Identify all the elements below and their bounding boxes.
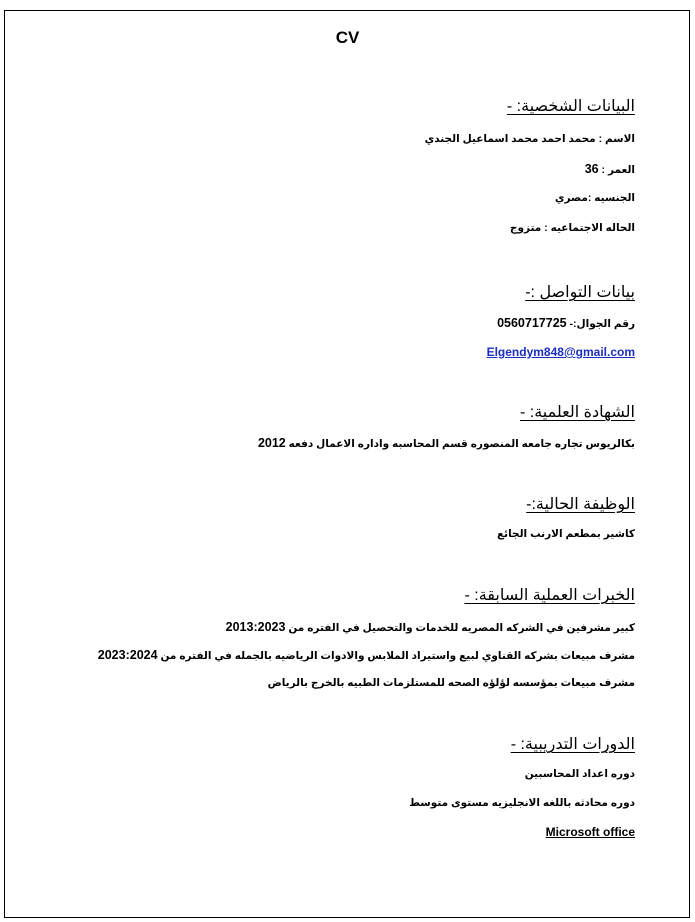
age-label: العمر : [601, 164, 635, 176]
personal-name: الاسم : محمد احمد محمد اسماعيل الجندي [424, 133, 635, 145]
experience-item [268, 677, 635, 689]
age-value: 36 [584, 162, 599, 176]
personal-age [585, 162, 635, 176]
current-job-text: كاشير بمطعم الارنب الجائع [496, 528, 635, 540]
contact-heading: بيانات التواصل :- [525, 284, 635, 301]
phone-value: 0560717725 [497, 316, 567, 330]
contact-email-link[interactable]: Elgendym848@gmail.com [486, 345, 635, 359]
personal-heading: البيانات الشخصية: - [506, 98, 635, 115]
contact-phone [497, 316, 635, 330]
courses-heading: الدورات التدريبية: - [510, 736, 635, 753]
course-ms-office: Microsoft office [545, 825, 635, 839]
experience-item-text: كبير مشرفين في الشركه المصريه للخدمات والتحصيل في الفتره من [288, 622, 635, 634]
cv-title: CV [335, 28, 360, 47]
course-item: دوره محادثه باللغه الانجليزيه مستوى متوسط [409, 797, 635, 809]
personal-marital: الحاله الاجتماعيه : متزوج [509, 222, 635, 234]
experience-heading: الخبرات العملية السابقة: - [464, 587, 635, 604]
degree-text: بكالريوس تجاره جامعه المنصوره قسم المحاسبه واداره الاعمال دفعه [288, 438, 635, 450]
course-item: دوره اعداد المحاسبين [524, 768, 635, 780]
experience-item [98, 648, 635, 662]
page-border [4, 10, 690, 918]
education-degree [258, 436, 635, 450]
experience-item-text: مشرف مبيعات بمؤسسه لؤلؤه الصحه للمستلزمات الطبيه بالخرج بالرياض [267, 677, 635, 689]
experience-item-text: مشرف مبيعات بشركه القناوي لبيع واستيراد الملابس والادوات الرياضيه بالجمله في الفتره من [160, 650, 635, 662]
education-heading: الشهادة العلمية: - [519, 404, 635, 421]
degree-year: 2012 [257, 436, 286, 450]
personal-nationality: الجنسيه :مصري [554, 192, 635, 204]
experience-item-period: 2013:2023 [225, 620, 286, 634]
current-job-heading: الوظيفة الحالية:- [526, 496, 635, 513]
experience-item [226, 620, 635, 634]
phone-label: رقم الجوال:- [569, 318, 635, 330]
experience-item-period: 2023:2024 [97, 648, 158, 662]
